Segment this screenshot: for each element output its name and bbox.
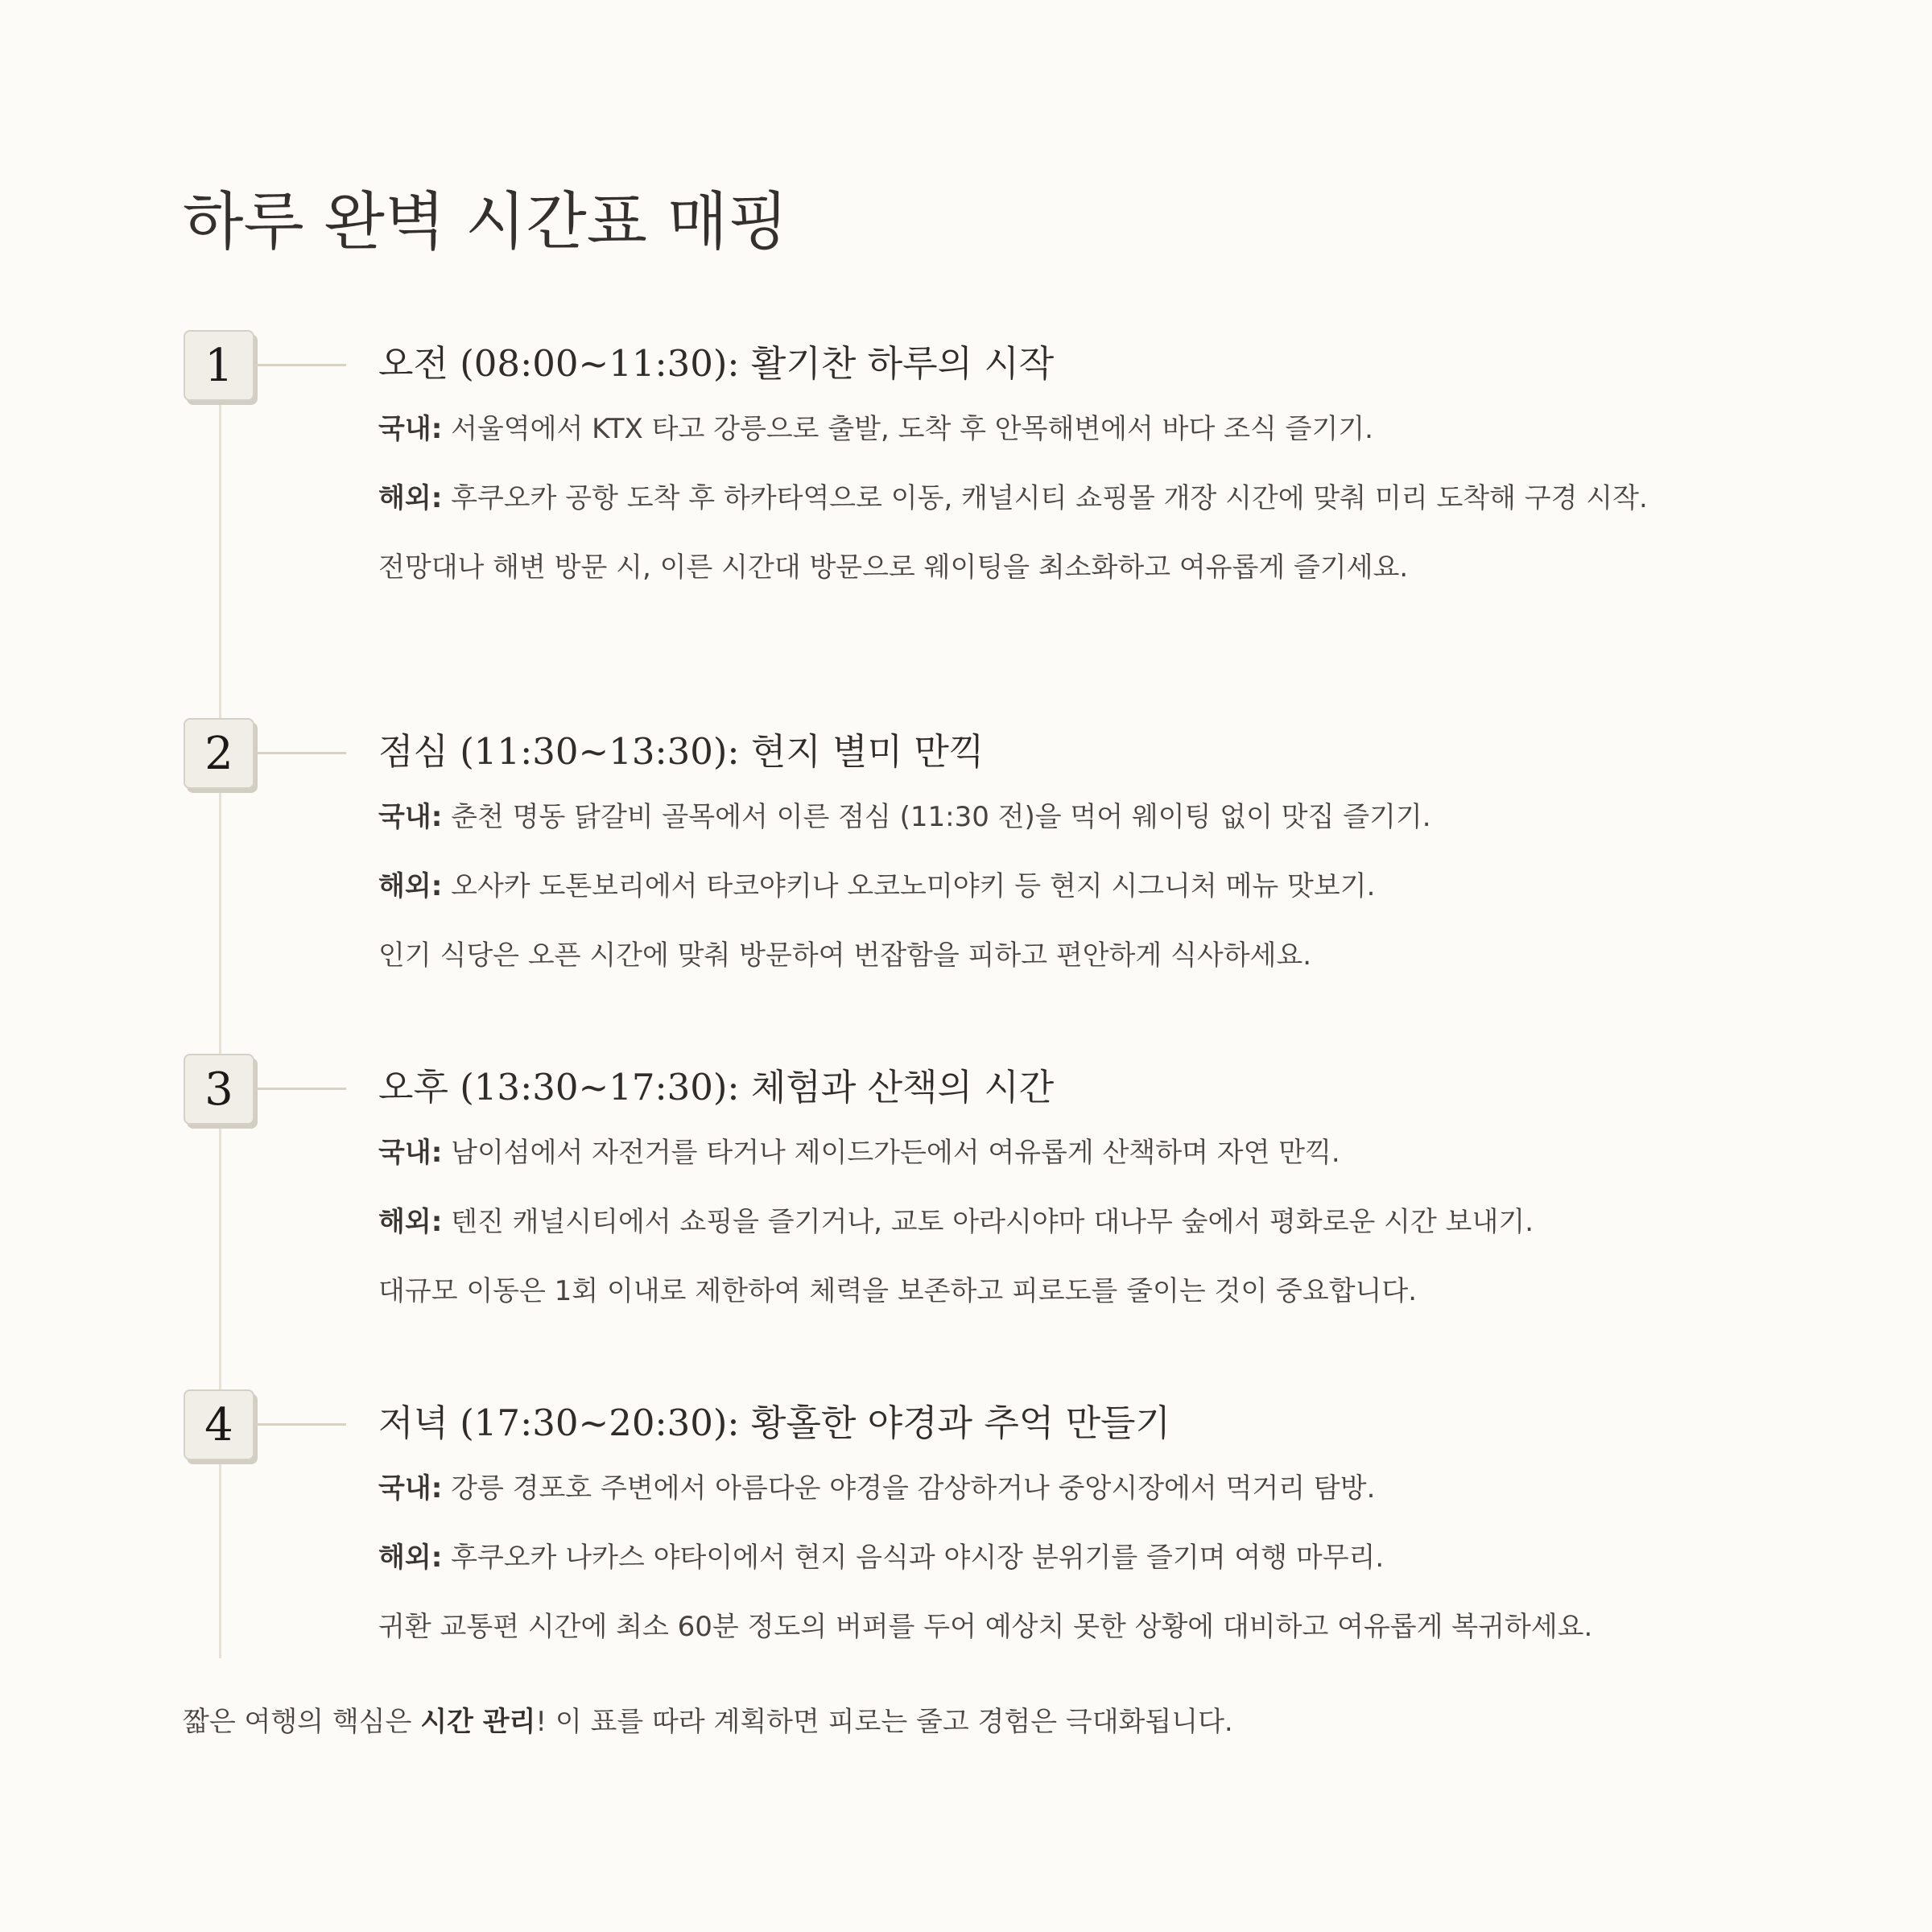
overseas-text: 텐진 캐널시티에서 쇼핑을 즐기거나, 교토 아라시야마 대나무 숲에서 평화로운 시간 보내기.	[442, 1206, 1534, 1238]
domestic-label: 국내:	[378, 1472, 443, 1505]
domestic-text: 춘천 명동 닭갈비 골목에서 이른 점심 (11:30 전)을 먹어 웨이팅 없이 맛집 즐기기.	[442, 801, 1431, 833]
heading-prefix: 오전	[378, 342, 460, 385]
step-connector-2	[256, 752, 346, 754]
domestic-item	[378, 1463, 1747, 1513]
heading-time-range: (11:30~13:30):	[460, 730, 740, 773]
section-lunch	[378, 726, 1747, 980]
tip-text: 대규모 이동은 1회 이내로 제한하여 체력을 보존하고 피로도를 줄이는 것이 중요합니다.	[378, 1275, 1418, 1307]
heading-title: 활기찬 하루의 시작	[739, 342, 1055, 385]
tip-text: 전망대나 해변 방문 시, 이른 시간대 방문으로 웨이팅을 최소화하고 여유롭게 즐기세요.	[378, 551, 1409, 584]
section-heading	[378, 338, 1747, 390]
step-connector-1	[256, 364, 346, 366]
footer-after: ! 이 표를 따라 계획하면 피로는 줄고 경험은 극대화됩니다.	[535, 1706, 1233, 1738]
section-heading	[378, 1062, 1747, 1113]
heading-title: 체험과 산책의 시간	[739, 1066, 1055, 1108]
footer-before: 짧은 여행의 핵심은	[183, 1706, 421, 1738]
heading-prefix: 오후	[378, 1066, 460, 1108]
overseas-label: 해외:	[378, 1206, 443, 1238]
domestic-label: 국내:	[378, 801, 443, 833]
section-heading	[378, 726, 1747, 778]
domestic-text: 서울역에서 KTX 타고 강릉으로 출발, 도착 후 안목해변에서 바다 조식 즐기기.	[442, 413, 1373, 445]
tip-text: 귀환 교통편 시간에 최소 60분 정도의 버퍼를 두어 예상치 못한 상황에 대비하고 여유롭게 복귀하세요.	[378, 1611, 1593, 1643]
domestic-item	[378, 404, 1747, 454]
domestic-text: 강릉 경포호 주변에서 아름다운 야경을 감상하거나 중앙시장에서 먹거리 탐방.	[442, 1472, 1376, 1505]
overseas-label: 해외:	[378, 870, 443, 902]
overseas-item	[378, 473, 1747, 523]
step-badge-1: 1	[184, 330, 254, 401]
overseas-label: 해외:	[378, 482, 443, 514]
heading-title: 황홀한 야경과 추억 만들기	[739, 1402, 1170, 1444]
step-connector-4	[256, 1423, 346, 1426]
tip-text: 인기 식당은 오픈 시간에 맞춰 방문하여 번잡함을 피하고 편안하게 식사하세요.	[378, 939, 1312, 972]
heading-time-range: (17:30~20:30):	[460, 1402, 740, 1444]
section-evening	[378, 1397, 1747, 1652]
domestic-label: 국내:	[378, 413, 443, 445]
heading-time-range: (08:00~11:30):	[460, 342, 740, 385]
domestic-label: 국내:	[378, 1137, 443, 1169]
section-heading	[378, 1397, 1747, 1449]
section-morning	[378, 338, 1747, 592]
step-badge-4: 4	[184, 1389, 254, 1460]
overseas-text: 후쿠오카 나카스 야타이에서 현지 음식과 야시장 분위기를 즐기며 여행 마무리.	[442, 1542, 1385, 1574]
overseas-item	[378, 861, 1747, 911]
domestic-item	[378, 792, 1747, 842]
section-afternoon	[378, 1062, 1747, 1316]
domestic-text: 남이섬에서 자전거를 타거나 제이드가든에서 여유롭게 산책하며 자연 만끽.	[442, 1137, 1340, 1169]
heading-prefix: 저녁	[378, 1402, 460, 1444]
step-badge-2: 2	[184, 718, 254, 789]
heading-prefix: 점심	[378, 730, 460, 773]
heading-title: 현지 별미 만끽	[739, 730, 985, 773]
overseas-text: 후쿠오카 공항 도착 후 하카타역으로 이동, 캐널시티 쇼핑몰 개장 시간에 맞춰 미리 도착해 구경 시작.	[442, 482, 1648, 514]
domestic-item	[378, 1128, 1747, 1178]
overseas-label: 해외:	[378, 1542, 443, 1574]
overseas-item	[378, 1197, 1747, 1247]
heading-time-range: (13:30~17:30):	[460, 1066, 740, 1108]
overseas-item	[378, 1533, 1747, 1583]
page-title: 하루 완벽 시간표 매핑	[183, 186, 789, 258]
step-connector-3	[256, 1088, 346, 1090]
footer-summary	[183, 1697, 1233, 1747]
footer-emphasis: 시간 관리	[420, 1706, 536, 1738]
step-badge-3: 3	[184, 1054, 254, 1125]
timeline-line	[219, 370, 221, 1658]
overseas-text: 오사카 도톤보리에서 타코야키나 오코노미야키 등 현지 시그니처 메뉴 맛보기.	[442, 870, 1376, 902]
